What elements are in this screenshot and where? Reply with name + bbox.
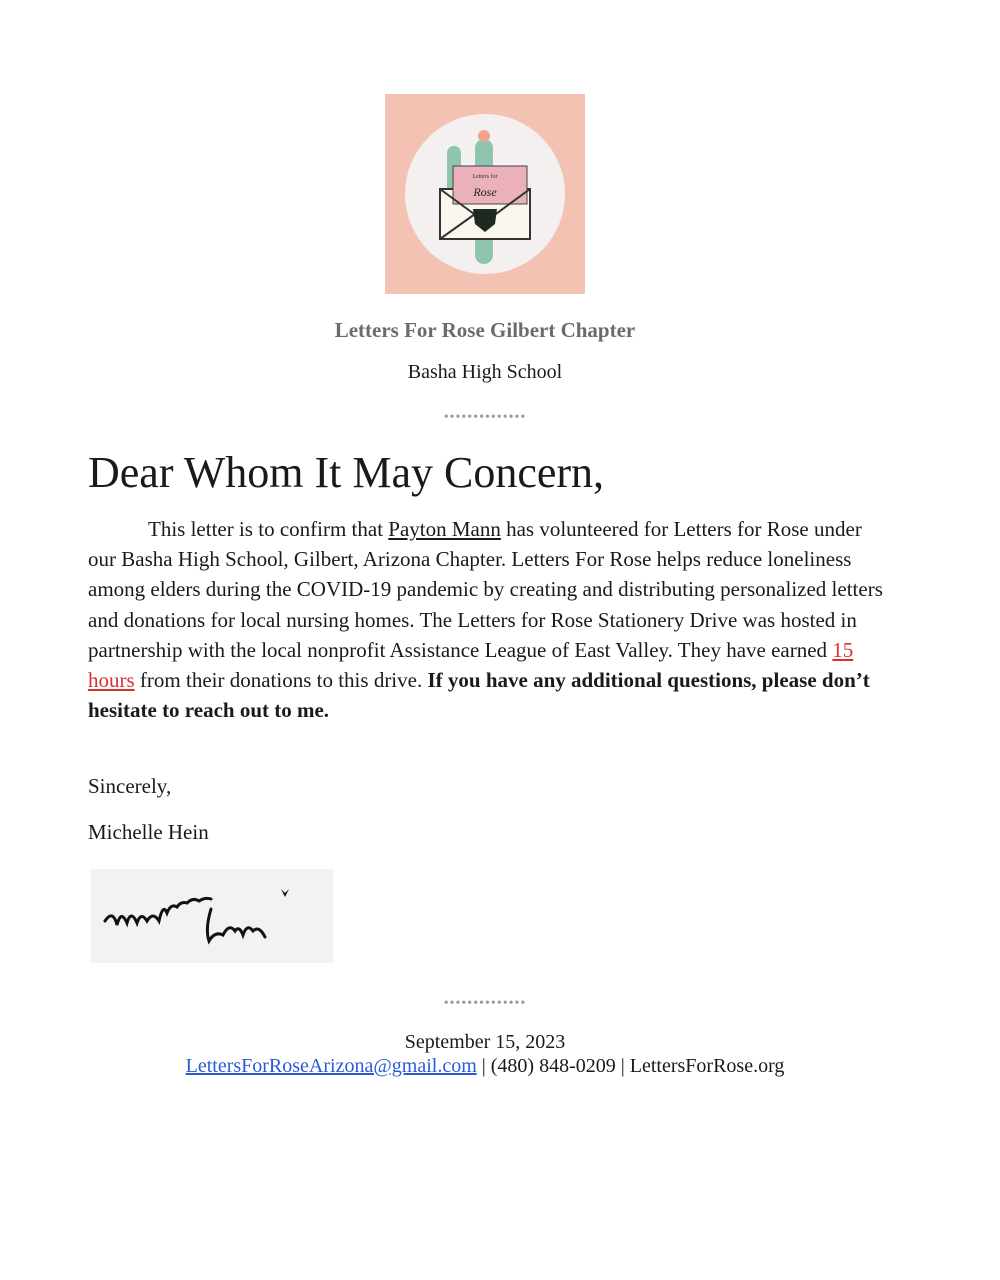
website: LettersForRose.org xyxy=(629,1055,785,1077)
separator: | xyxy=(615,1055,630,1077)
body-text: from their donations to this drive. xyxy=(134,668,428,693)
signer-name: Michelle Hein xyxy=(88,820,209,844)
closing: Sincerely, xyxy=(88,774,172,798)
svg-text:Letters for: Letters for xyxy=(472,174,498,180)
svg-text:Rose: Rose xyxy=(473,185,497,199)
volunteer-name: Payton Mann xyxy=(388,517,501,541)
separator: | xyxy=(476,1055,491,1077)
contact-line xyxy=(0,1055,970,1078)
hours-earned: 15 hours xyxy=(88,637,854,693)
handwritten-signature-icon xyxy=(91,869,333,963)
greeting: Dear Whom It May Concern, xyxy=(88,448,605,497)
body-text: has volunteered for Letters for Rose under our Basha High School, Gilbert, Arizona Chapter. Letters For Rose helps reduce loneliness among elders during the COVID-19 pandemic by creating and distributing personalized letters and donations for local nursing homes. The Letters for Rose Stationery Drive was hosted in partnership with the local nonprofit Assistance League of East Valley. They have earned xyxy=(88,517,883,662)
divider: •••••••••••••• xyxy=(443,996,527,1011)
letters-for-rose-logo xyxy=(385,94,585,294)
letter-body xyxy=(88,514,888,725)
body-text: This letter is to confirm that xyxy=(148,517,389,541)
school-name: Basha High School xyxy=(407,361,563,383)
envelope-cactus-logo-icon xyxy=(385,94,585,294)
phone-number: (480) 848-0209 xyxy=(490,1055,616,1077)
divider: •••••••••••••• xyxy=(443,410,527,425)
signature-image xyxy=(91,869,333,963)
contact-note: If you have any additional questions, please don’t hesitate to reach out to me. xyxy=(88,668,870,723)
chapter-title: Letters For Rose Gilbert Chapter xyxy=(334,318,636,342)
email-link[interactable]: LettersForRoseArizona@gmail.com xyxy=(185,1055,477,1077)
letter-date: September 15, 2023 xyxy=(404,1031,566,1053)
